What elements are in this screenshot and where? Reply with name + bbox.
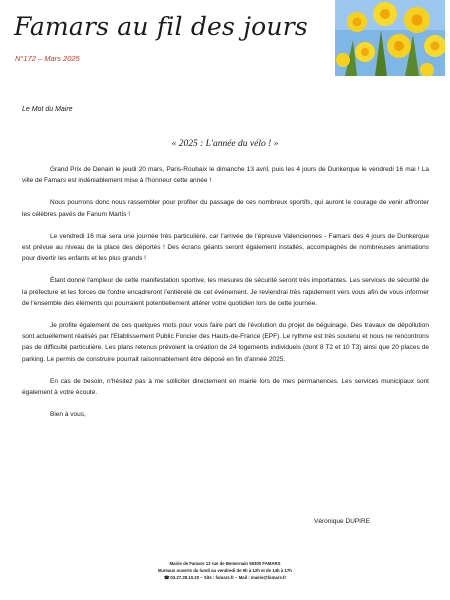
footer-address: Mairie de Famars 13 rue de Bemernain 59300 FAMARS bbox=[169, 561, 281, 566]
paragraph-1: Grand Prix de Denain le jeudi 20 mars, Paris-Roubaix le dimanche 13 avril, puis les 4 jours de Dunkerque le vendredi 16 mai ! La ville de Famars est indéniablement mise à l'honneur cette année ! bbox=[22, 166, 429, 185]
paragraph-4: Étant donné l'ampleur de cette manifestation sportive, les mesures de sécurité seront très importantes. Les services de sécurité de la préfecture et les forces de l'ordre encadreront l'entièreté de cet événement. Je reviendrai très rapidement vers vous afin de vous informer de l'ensemble des éléments qui pourraient potentiellement altérer votre quotidien lors de cette journée. bbox=[22, 277, 429, 307]
issue-number: N°172 – Mars 2025 bbox=[15, 54, 80, 63]
closing: Bien à vous, bbox=[50, 411, 86, 419]
signature: Véronique DUPIRE bbox=[314, 518, 370, 525]
footer-contact: ☎ 03.27.28.10.20 – Site : famars.fr – Mail : mairie@famars.fr bbox=[163, 575, 287, 580]
letter-body bbox=[22, 164, 429, 431]
newsletter-title: Famars au fil des jours bbox=[14, 12, 308, 41]
letter-headline: « 2025 : L'année du vélo ! » bbox=[171, 139, 279, 149]
letter-heading: Le Mot du Maire bbox=[22, 106, 73, 113]
footer-hours: Bureaux ouverts du lundi au vendredi de 9h à 12h et de 14h à 17h bbox=[158, 568, 292, 573]
daffodils-photo bbox=[335, 0, 445, 76]
paragraph-3: Le vendredi 16 mai sera une journée très particulière, car l'arrivée de l'épreuve Valenciennes - Famars des 4 jours de Dunkerque est prévue au niveau de la place des déportés ! Des écrans géants seront également installés, accompagnés de nombreuses animations pour divertir les enfants et les plus grands ! bbox=[22, 232, 429, 263]
paragraph-2: Nous pourrons donc nous rassembler pour profiter du passage de ces nombreux sportifs, qui auront le courage de venir affronter les célèbres pavés de Fanum Martis ! bbox=[22, 199, 429, 218]
paragraph-5: Je profite également de ces quelques mots pour vous faire part de l'évolution du projet de béguinage. Des travaux de dépollution sont actuellement réalisés par l'Etablissement Public Foncier des Hauts-de-France (EPF). Le rythme est très soutenu et nous ne rencontrons pas de difficulté particulière. Les plans retenus prévoient la création de 24 logements individuels (dont 8 T2 et 10 T3) ainsi que 20 places de parking. Le permis de construire pourrait raisonnablement être déposé en fin d'année 2025. bbox=[22, 322, 429, 363]
footer bbox=[0, 560, 450, 581]
paragraph-6: En cas de besoin, n'hésitez pas à me solliciter directement en mairie lors de mes permanences. Les services municipaux sont également à votre écoute. bbox=[22, 377, 429, 397]
